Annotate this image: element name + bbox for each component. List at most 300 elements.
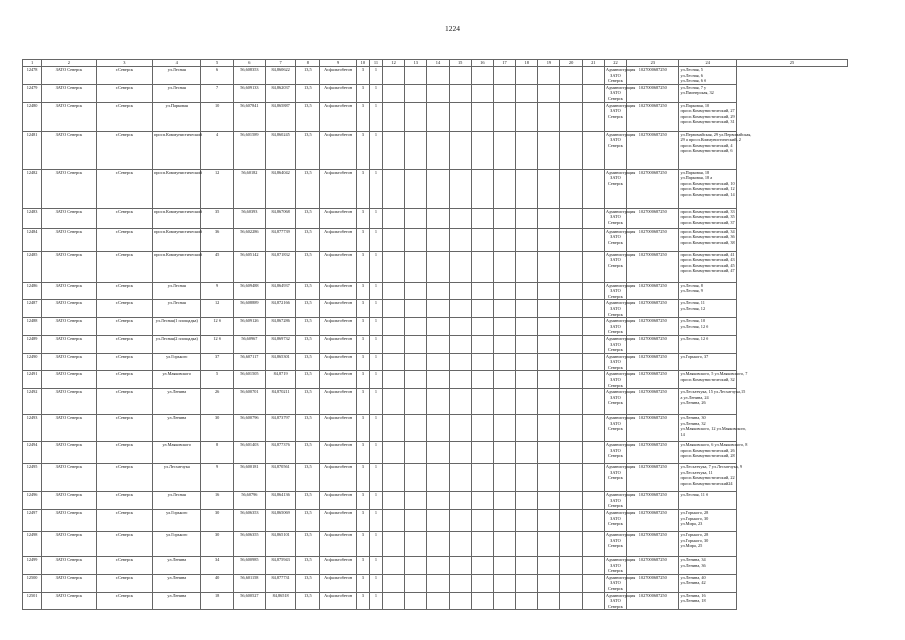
- cell-empty: [471, 335, 493, 353]
- cell-empty: [516, 442, 538, 464]
- cell-q1: 3: [356, 282, 369, 300]
- cell-lat: 56,609133: [233, 84, 265, 102]
- cell-empty: [582, 208, 604, 228]
- address-line: просп.Коммунистический, 29: [680, 113, 735, 119]
- cell-q1: 3: [356, 228, 369, 251]
- table-row: [23, 67, 848, 85]
- address-line: просп.Коммунистический, 34: [680, 228, 735, 234]
- cell-surface: Асфальтобетон: [320, 228, 356, 251]
- cell-q1: 3: [356, 592, 369, 610]
- cell-no: 12486: [23, 282, 42, 300]
- cell-empty: [516, 532, 538, 557]
- address-line: ул.Ленина, 32: [680, 420, 706, 426]
- cell-owner: Администрация ЗАТО Северск: [604, 389, 626, 415]
- cell-empty: [382, 84, 404, 102]
- table-row: [23, 228, 848, 251]
- cell-empty: [471, 318, 493, 336]
- cell-q2: 1: [369, 389, 382, 415]
- cell-house: 12: [201, 300, 233, 318]
- cell-q2: 1: [369, 84, 382, 102]
- cell-empty: [493, 464, 515, 492]
- cell-empty: [582, 67, 604, 85]
- cell-empty: [405, 84, 427, 102]
- cell-empty: [582, 169, 604, 208]
- cell-city: г.Северск: [96, 415, 152, 442]
- cell-addresses: [679, 318, 736, 336]
- cell-city: г.Северск: [96, 464, 152, 492]
- address-line: просп.Коммунистический24: [680, 481, 733, 487]
- cell-owner: Администрация ЗАТО Северск: [604, 131, 626, 169]
- cell-lat: 56,600701: [233, 389, 265, 415]
- column-header: 13: [405, 60, 427, 67]
- cell-addresses: [679, 169, 736, 208]
- address-line: ул.Ленина, 40: [680, 574, 706, 580]
- address-line: просп.Коммунистический, 35: [680, 214, 735, 220]
- cell-city: г.Северск: [96, 574, 152, 592]
- cell-empty: [382, 251, 404, 282]
- address-line: ул.Мира, 25: [680, 543, 703, 549]
- cell-empty: [560, 228, 582, 251]
- address-line: просп.Коммунистический, 22: [680, 475, 735, 481]
- cell-q2: 1: [369, 282, 382, 300]
- cell-ogrn: 1027000687250: [627, 557, 679, 575]
- cell-area: 13,5: [296, 592, 320, 610]
- cell-ogrn: 1027000687250: [627, 532, 679, 557]
- cell-surface: Асфальтобетон: [320, 300, 356, 318]
- cell-empty: [582, 300, 604, 318]
- cell-empty: [516, 228, 538, 251]
- address-line: просп.Коммунистический, 33: [680, 208, 735, 214]
- cell-no: 12492: [23, 389, 42, 415]
- cell-no: 12498: [23, 532, 42, 557]
- column-header: 4: [153, 60, 201, 67]
- cell-empty: [382, 102, 404, 131]
- cell-city: г.Северск: [96, 335, 152, 353]
- cell-addresses: [679, 492, 736, 510]
- cell-lon: 84,865301: [266, 353, 296, 371]
- cell-empty: [427, 318, 449, 336]
- cell-empty: [582, 464, 604, 492]
- cell-empty: [582, 532, 604, 557]
- cell-zato: ЗАТО Северск: [42, 300, 96, 318]
- cell-ogrn: 1027000687250: [627, 492, 679, 510]
- cell-owner: Администрация ЗАТО Северск: [605, 371, 636, 388]
- cell-empty: [582, 592, 604, 610]
- cell-owner: Администрация ЗАТО Северск: [604, 228, 626, 251]
- cell-area: 13,5: [296, 335, 320, 353]
- cell-city: г.Северск: [96, 169, 152, 208]
- cell-ogrn: 1027000687250: [627, 389, 679, 415]
- cell-no: 12488: [23, 318, 42, 336]
- column-header: 23: [627, 60, 679, 67]
- address-line: ул.Горького, 30: [680, 515, 709, 521]
- cell-empty: [382, 318, 404, 336]
- cell-empty: [582, 353, 604, 371]
- cell-surface: Асфальтобетон: [320, 282, 356, 300]
- cell-empty: [427, 510, 449, 532]
- cell-empty: [493, 574, 515, 592]
- cell-owner: Администрация ЗАТО Северск: [605, 67, 636, 84]
- table-row: [23, 169, 848, 208]
- cell-surface: Асфальтобетон: [320, 415, 356, 442]
- cell-area: 13,5: [296, 353, 320, 371]
- cell-lon: 84,867068: [266, 208, 296, 228]
- cell-empty: [449, 300, 471, 318]
- address-line: 14: [680, 432, 685, 438]
- cell-empty: [382, 282, 404, 300]
- cell-q2: 1: [369, 592, 382, 610]
- cell-empty: [449, 228, 471, 251]
- cell-no: 12487: [23, 300, 42, 318]
- cell-city: г.Северск: [96, 371, 152, 389]
- cell-q1: 3: [356, 131, 369, 169]
- address-line: ул.Маяковского, 5 ул.Маяковского, 7: [680, 371, 748, 377]
- cell-empty: [405, 532, 427, 557]
- cell-empty: [449, 67, 471, 85]
- cell-lat: 56,608353: [233, 67, 265, 85]
- cell-empty: [516, 335, 538, 353]
- cell-zato: ЗАТО Северск: [42, 592, 96, 610]
- cell-ogrn: 1027000687250: [627, 318, 679, 336]
- column-header: 15: [449, 60, 471, 67]
- cell-empty: [405, 557, 427, 575]
- address-line: просп.Коммунистический, 32: [680, 377, 735, 383]
- address-line: просп.Коммунистический, 12: [680, 186, 735, 192]
- cell-empty: [538, 371, 560, 389]
- table-row: [23, 492, 848, 510]
- cell-q1: 3: [356, 532, 369, 557]
- cell-city: г.Северск: [96, 84, 152, 102]
- cell-no: 12485: [23, 251, 42, 282]
- cell-area: 13,5: [296, 510, 320, 532]
- cell-addresses: [679, 557, 736, 575]
- address-line: просп.Коммунистический, 4: [680, 142, 733, 148]
- cell-surface: Асфальтобетон: [320, 371, 356, 389]
- cell-ogrn: 1027000687250: [627, 282, 679, 300]
- cell-q2: 1: [369, 318, 382, 336]
- cell-empty: [427, 208, 449, 228]
- cell-city: г.Северск: [96, 208, 152, 228]
- cell-lon: 84,862037: [266, 84, 296, 102]
- cell-lon: 84,86518: [266, 592, 296, 610]
- cell-owner: Администрация ЗАТО Северск: [605, 84, 636, 101]
- cell-area: 13,5: [296, 442, 320, 464]
- cell-addresses: [679, 389, 746, 415]
- table-row: [23, 532, 848, 557]
- cell-surface: Асфальтобетон: [320, 389, 356, 415]
- cell-ogrn: 1027000687250: [627, 131, 679, 169]
- cell-empty: [582, 557, 604, 575]
- cell-empty: [427, 300, 449, 318]
- address-line: ул.Ленина, 30: [680, 415, 706, 421]
- cell-street: ул.Маяковского: [153, 442, 201, 464]
- cell-zato: ЗАТО Северск: [42, 371, 96, 389]
- cell-house: 37: [201, 353, 233, 371]
- cell-empty: [471, 557, 493, 575]
- cell-empty: [427, 335, 449, 353]
- cell-empty: [427, 353, 449, 371]
- cell-q2: 1: [369, 464, 382, 492]
- cell-empty: [471, 389, 493, 415]
- cell-owner: Администрация ЗАТО Северск: [604, 532, 626, 557]
- cell-surface: Асфальтобетон: [320, 492, 356, 510]
- cell-city: г.Северск: [96, 492, 152, 510]
- cell-empty: [471, 442, 493, 464]
- cell-lon: 84,877739: [266, 228, 296, 251]
- cell-empty: [471, 282, 493, 300]
- address-line: просп.Коммунистический, 47: [680, 268, 735, 274]
- address-line: ул.Лесная, 7 у: [680, 84, 707, 90]
- cell-lat: 56,609126: [233, 318, 265, 336]
- cell-lat: 56,60796: [233, 492, 265, 510]
- address-line: ул.Горького, 37: [680, 353, 709, 359]
- column-header: 10: [356, 60, 369, 67]
- cell-empty: [516, 84, 538, 102]
- cell-empty: [538, 353, 560, 371]
- cell-area: 13,5: [296, 574, 320, 592]
- cell-empty: [471, 251, 493, 282]
- cell-empty: [449, 532, 471, 557]
- cell-zato: ЗАТО Северск: [42, 282, 96, 300]
- cell-empty: [516, 574, 538, 592]
- column-header: 7: [266, 60, 296, 67]
- cell-area: 13,5: [296, 300, 320, 318]
- cell-empty: [382, 464, 404, 492]
- cell-zato: ЗАТО Северск: [42, 557, 96, 575]
- cell-empty: [427, 102, 449, 131]
- cell-street: ул.Ленина: [153, 415, 201, 442]
- cell-empty: [449, 415, 471, 442]
- cell-area: 13,5: [296, 84, 320, 102]
- address-line: ул.Пионерская, 32: [680, 90, 714, 96]
- cell-empty: [516, 131, 538, 169]
- cell-no: 12480: [23, 102, 42, 131]
- cell-q2: 1: [369, 300, 382, 318]
- address-line: ул.Лесная, 6: [680, 72, 703, 78]
- cell-empty: [582, 318, 604, 336]
- cell-empty: [427, 131, 449, 169]
- cell-ogrn: 1027000687250: [627, 251, 679, 282]
- cell-city: г.Северск: [96, 557, 152, 575]
- cell-empty: [538, 442, 560, 464]
- cell-empty: [538, 510, 560, 532]
- cell-street: ул.Лесная(1 площадка): [153, 318, 201, 336]
- cell-empty: [427, 84, 449, 102]
- address-line: просп.Коммунистический, 6: [680, 148, 733, 154]
- column-header: 20: [560, 60, 582, 67]
- cell-empty: [449, 353, 471, 371]
- cell-q1: 3: [356, 574, 369, 592]
- cell-empty: [582, 389, 604, 415]
- cell-empty: [427, 464, 449, 492]
- cell-empty: [582, 251, 604, 282]
- cell-ogrn: 1027000687250: [627, 228, 679, 251]
- cell-area: 13,5: [296, 532, 320, 557]
- cell-no: 12482: [23, 169, 42, 208]
- cell-empty: [449, 389, 471, 415]
- cell-empty: [405, 300, 427, 318]
- cell-empty: [560, 102, 582, 131]
- cell-no: 12495: [23, 464, 42, 492]
- cell-ogrn: 1027000687250: [627, 84, 679, 102]
- cell-empty: [449, 131, 471, 169]
- cell-house: 18: [201, 592, 233, 610]
- cell-empty: [471, 464, 493, 492]
- cell-q1: 3: [356, 251, 369, 282]
- cell-zato: ЗАТО Северск: [42, 353, 96, 371]
- address-line: ул.Лесхатчука, 15 ул.Лесхатчука,15: [680, 389, 746, 395]
- cell-empty: [405, 228, 427, 251]
- cell-empty: [538, 131, 560, 169]
- cell-lon: 84,872166: [266, 300, 296, 318]
- cell-empty: [449, 557, 471, 575]
- cell-empty: [382, 353, 404, 371]
- cell-ogrn: 1027000687250: [627, 169, 679, 208]
- cell-empty: [382, 389, 404, 415]
- cell-empty: [382, 592, 404, 610]
- address-line: просп.Коммунистический, 31: [680, 119, 735, 125]
- cell-empty: [382, 532, 404, 557]
- column-header: 19: [538, 60, 560, 67]
- cell-area: 13,5: [296, 131, 320, 169]
- table-header-row: [23, 60, 848, 67]
- cell-lat: 56,606355: [233, 532, 265, 557]
- table-row: [23, 592, 848, 610]
- cell-addresses: [679, 532, 736, 557]
- cell-owner: Администрация ЗАТО Северск: [604, 169, 626, 208]
- cell-zato: ЗАТО Северск: [42, 510, 96, 532]
- cell-area: 13,5: [296, 557, 320, 575]
- cell-ogrn: 1027000687250: [627, 371, 679, 389]
- cell-empty: [493, 532, 515, 557]
- cell-empty: [382, 335, 404, 353]
- cell-q2: 1: [369, 335, 382, 353]
- address-line: ул.Ленина, 26: [680, 400, 706, 406]
- cell-zato: ЗАТО Северск: [42, 102, 96, 131]
- cell-empty: [471, 208, 493, 228]
- cell-empty: [427, 442, 449, 464]
- cell-empty: [582, 228, 604, 251]
- cell-q1: 3: [356, 557, 369, 575]
- cell-empty: [493, 67, 515, 85]
- cell-no: 12500: [23, 574, 42, 592]
- address-line: ул.Ленина, 18: [680, 598, 706, 604]
- cell-empty: [516, 389, 538, 415]
- cell-empty: [449, 492, 471, 510]
- cell-city: г.Северск: [96, 300, 152, 318]
- address-line: ул.Лесхатчука, 7 ул.Лесхатчука, 9: [680, 464, 743, 470]
- cell-zato: ЗАТО Северск: [42, 415, 96, 442]
- cell-zato: ЗАТО Северск: [42, 492, 96, 510]
- cell-empty: [516, 492, 538, 510]
- cell-empty: [449, 442, 471, 464]
- cell-lon: 84,865101: [266, 532, 296, 557]
- table-row: [23, 442, 848, 464]
- cell-street: ул.Лесхатчука: [153, 464, 201, 492]
- address-line: просп.Коммунистический, 27: [680, 108, 735, 114]
- cell-lon: 84,869732: [266, 335, 296, 353]
- cell-empty: [560, 318, 582, 336]
- cell-area: 13,5: [296, 389, 320, 415]
- address-line: ул.Лесная, 6 б: [680, 78, 707, 84]
- cell-empty: [405, 492, 427, 510]
- cell-empty: [449, 592, 471, 610]
- table-row: [23, 335, 848, 353]
- cell-empty: [516, 592, 538, 610]
- cell-lon: 84,877376: [266, 442, 296, 464]
- cell-city: г.Северск: [96, 67, 152, 85]
- cell-zato: ЗАТО Северск: [42, 464, 96, 492]
- cell-empty: [493, 228, 515, 251]
- cell-house: 35: [201, 208, 233, 228]
- cell-empty: [560, 464, 582, 492]
- cell-empty: [560, 532, 582, 557]
- cell-empty: [405, 574, 427, 592]
- cell-empty: [560, 208, 582, 228]
- cell-lon: 84,870561: [266, 464, 296, 492]
- cell-empty: [582, 574, 604, 592]
- table-body: [23, 67, 848, 610]
- cell-empty: [560, 574, 582, 592]
- cell-lon: 84,875943: [266, 557, 296, 575]
- cell-lat: 56,600527: [233, 592, 265, 610]
- cell-no: 12478: [23, 67, 42, 85]
- cell-empty: [471, 574, 493, 592]
- cell-empty: [560, 492, 582, 510]
- cell-house: 40: [201, 574, 233, 592]
- cell-surface: Асфальтобетон: [320, 442, 356, 464]
- cell-empty: [538, 208, 560, 228]
- cell-street: ул.Лесная: [153, 67, 201, 85]
- cell-area: 13,5: [296, 228, 320, 251]
- cell-addresses: [679, 442, 748, 464]
- cell-street: ул.Горького: [153, 353, 201, 371]
- cell-lat: 56,60182: [233, 169, 265, 208]
- cell-empty: [538, 335, 560, 353]
- cell-surface: Асфальтобетон: [320, 318, 356, 336]
- cell-empty: [560, 131, 582, 169]
- cell-ogrn: 1027000687250: [627, 300, 679, 318]
- cell-empty: [538, 228, 560, 251]
- column-header: 21: [582, 60, 604, 67]
- table-row: [23, 353, 848, 371]
- cell-city: г.Северск: [96, 442, 152, 464]
- cell-empty: [560, 371, 582, 389]
- address-line: ул.Лесная, 12 б: [680, 335, 709, 341]
- address-line: ул.Лесная, 9: [680, 288, 703, 294]
- cell-empty: [516, 282, 538, 300]
- cell-no: 12490: [23, 353, 42, 371]
- cell-street: ул.Лесная: [153, 84, 201, 102]
- cell-owner: Администрация ЗАТО Северск: [604, 415, 626, 442]
- address-line: ул.Лесная, 11: [680, 300, 705, 306]
- cell-owner: Администрация ЗАТО Северск: [605, 592, 636, 609]
- cell-lon: 84,865887: [266, 102, 296, 131]
- cell-house: 26: [201, 389, 233, 415]
- cell-empty: [449, 282, 471, 300]
- cell-addresses: [679, 131, 752, 169]
- column-header: 3: [96, 60, 152, 67]
- cell-empty: [582, 415, 604, 442]
- cell-street: ул.Лесная(2 площадка): [153, 335, 201, 353]
- cell-house: 8: [201, 442, 233, 464]
- cell-ogrn: 1027000687250: [627, 353, 679, 371]
- column-header: 22: [604, 60, 626, 67]
- cell-empty: [493, 251, 515, 282]
- cell-addresses: [679, 464, 743, 492]
- cell-owner: Администрация ЗАТО Северск: [604, 208, 626, 228]
- column-header: 6: [233, 60, 265, 67]
